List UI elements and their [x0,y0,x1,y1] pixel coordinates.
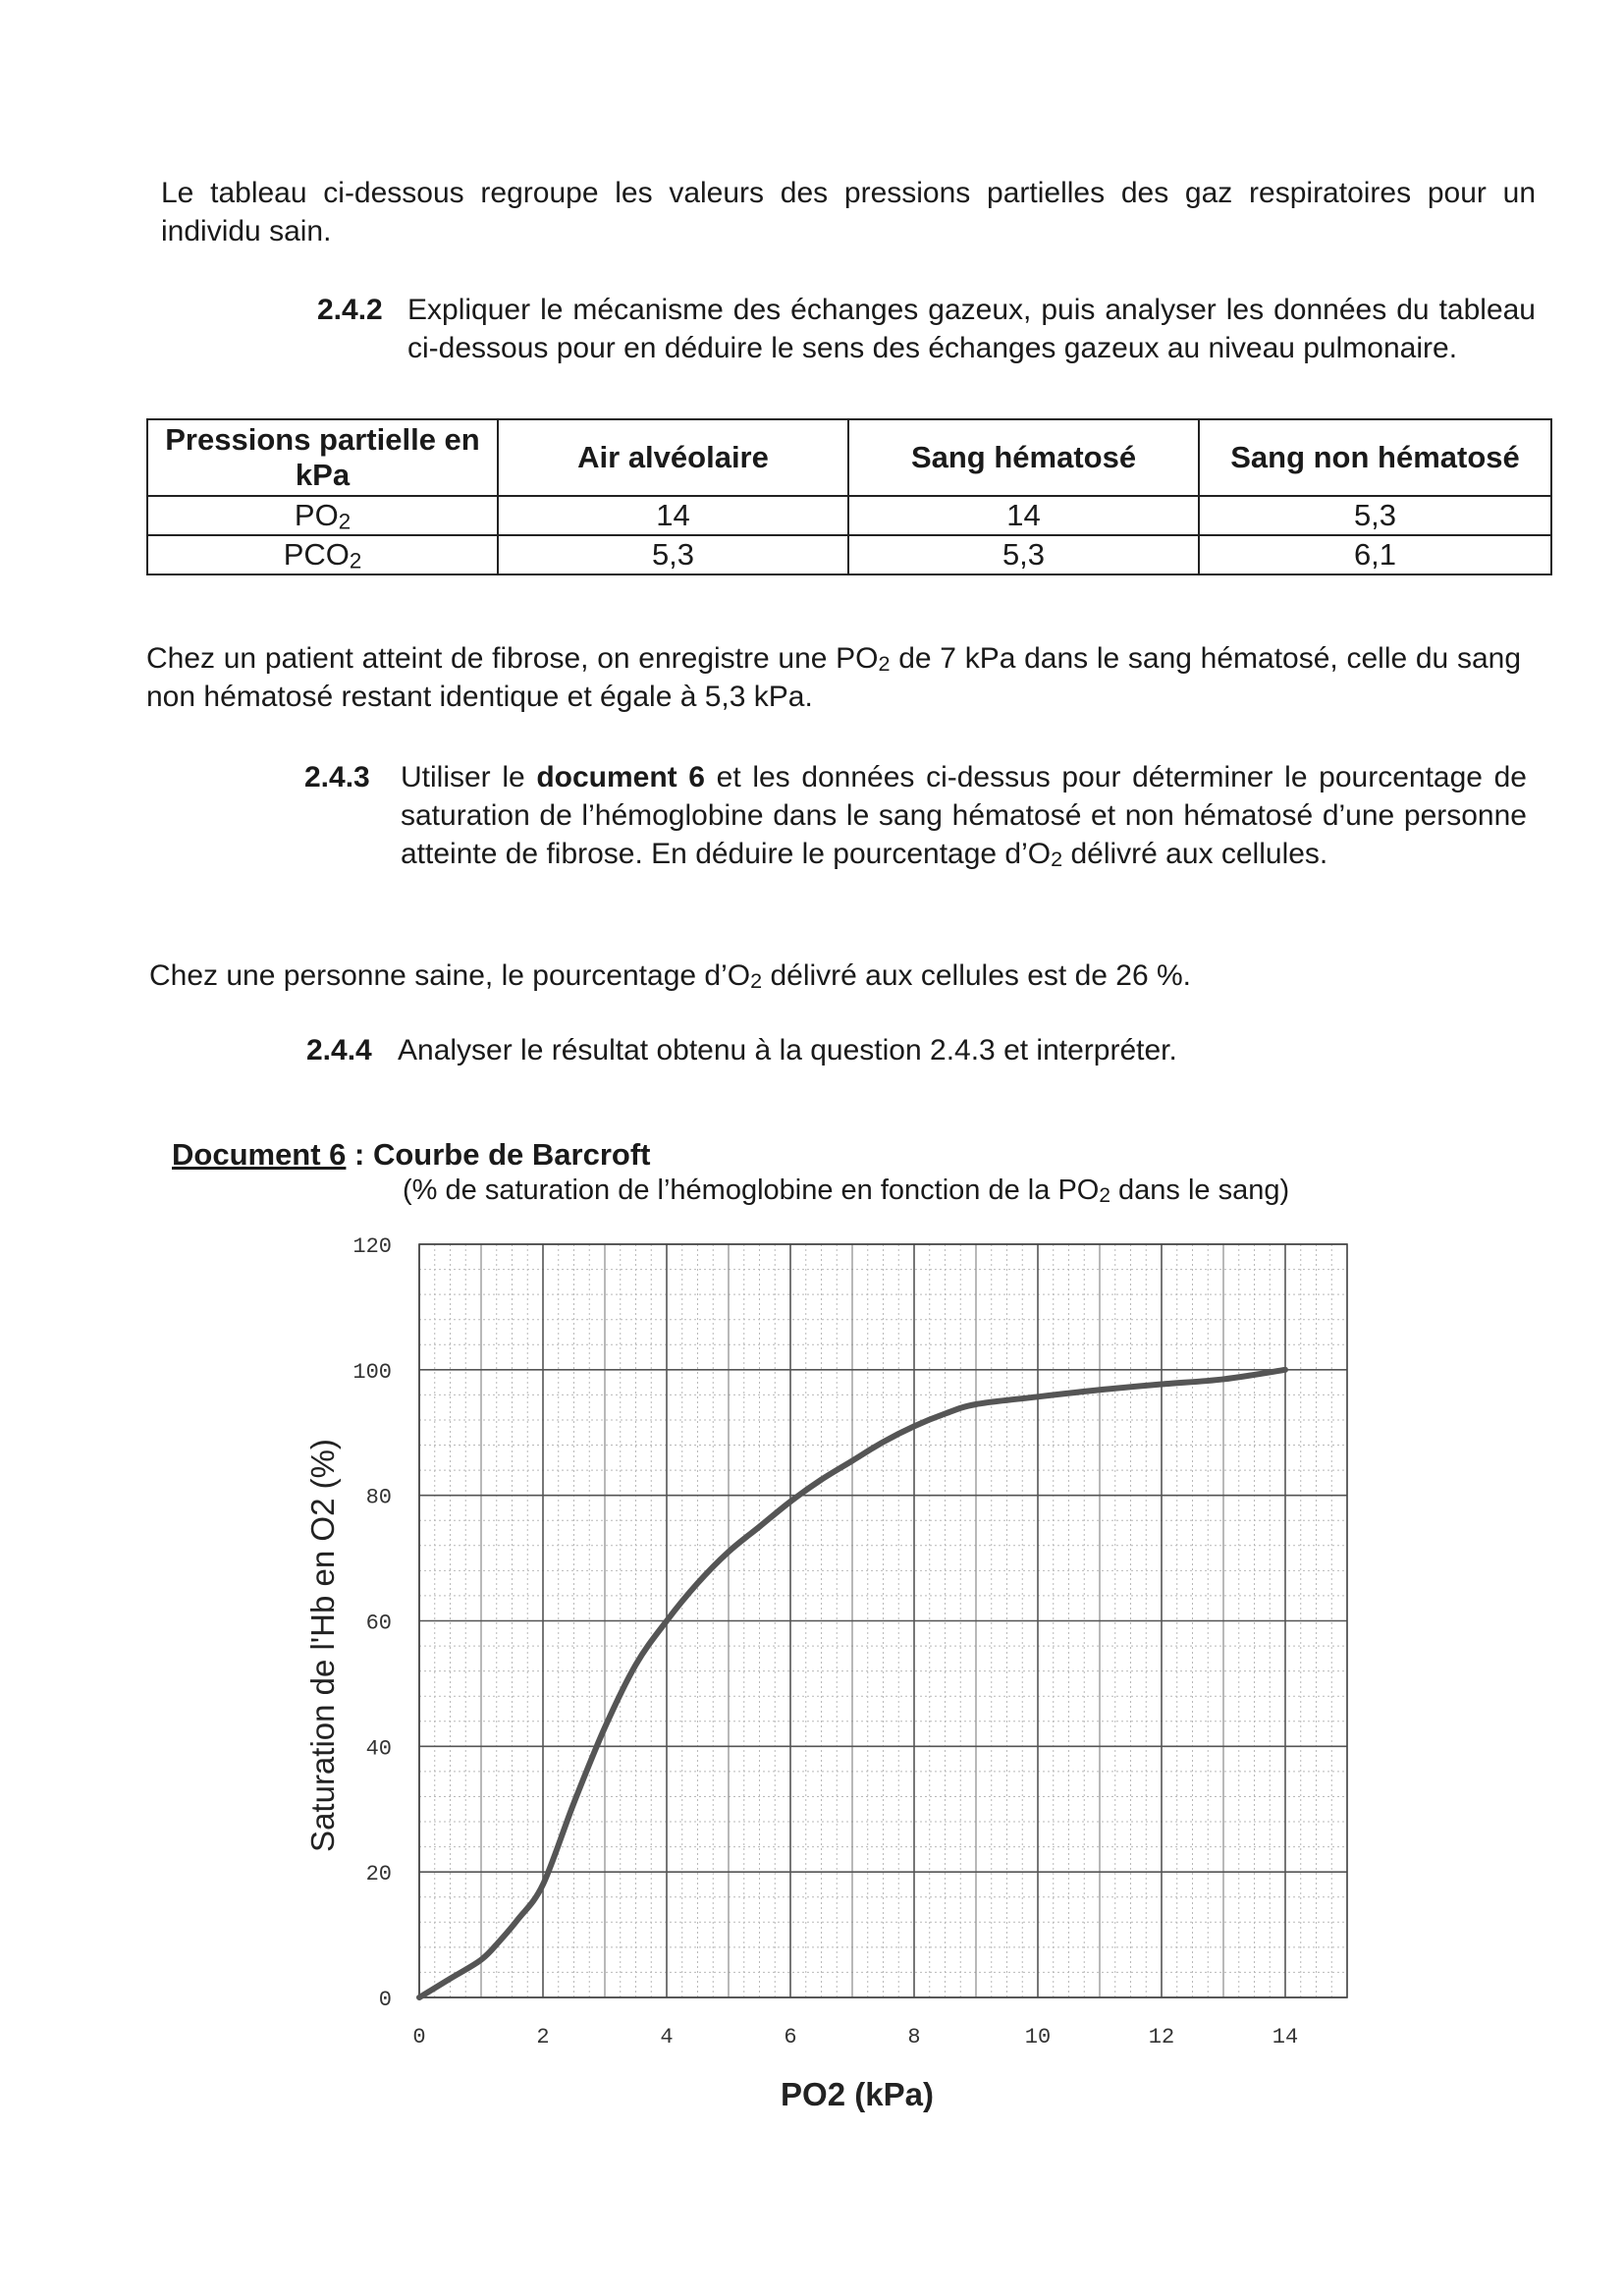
chart-subtitle: (% de saturation de l’hémoglobine en fonction de la $PO_2$ dans le sang) [403,1175,1290,1208]
table-row [147,496,1551,535]
question-2-4-3 [304,758,1527,915]
x-tick-label: 8 [907,2025,921,2050]
chart-axis-labels [304,1439,934,2112]
y-tick-label: 20 [365,1862,392,1887]
chart-title: Courbe de Barcroft [372,1137,651,1172]
row-label: $PO_2$ [147,496,498,535]
document-label: Document 6 [172,1137,347,1172]
chart-grid-major [419,1244,1347,1997]
saine-paragraph: Chez une personne saine, le pourcentage $d’O_2$ délivré aux cellules est de 26 %. [149,959,1192,994]
table-cell: 5,3 [498,535,848,574]
y-tick-label: 80 [365,1485,392,1510]
partial-pressures-table [146,418,1552,575]
row-label: $PCO_2$ [147,535,498,574]
x-tick-label: 4 [660,2025,674,2050]
question-number: 2.4.4 [306,1034,372,1066]
question-2-4-2 [317,291,1536,409]
table-cell: 14 [498,496,848,535]
table-header: Sang hématosé [848,419,1199,496]
table-header-row [147,419,1551,496]
y-tick-label: 40 [365,1736,392,1762]
x-tick-label: 10 [1024,2025,1052,2050]
question-number: 2.4.2 [317,294,383,326]
chart-ticks [352,1234,1298,2050]
table-cell: 5,3 [848,535,1199,574]
y-axis-label: Saturation de l'Hb en O2 (%) [304,1439,341,1852]
y-tick-label: 120 [352,1234,392,1259]
question-text: Expliquer le mécanisme des échanges gazeux, puis analyser les données du tableau ci-dessous pour en déduire le sens des échanges gazeux au niveau pulmonaire. [407,294,1536,364]
table-cell: 6,1 [1199,535,1551,574]
table-header: Air alvéolaire [498,419,848,496]
y-tick-label: 100 [352,1359,392,1385]
x-axis-label: PO2 (kPa) [781,2076,934,2112]
x-tick-label: 12 [1148,2025,1175,2050]
document-title: Document 6 : Courbe de Barcroft [172,1137,651,1172]
intro-paragraph: Le tableau ci-dessous regroupe les valeurs des pressions partielles des gaz respiratoires pour un individu sain. [161,177,1536,247]
chart-grid-minor [419,1244,1347,1997]
question-text: Analyser le résultat obtenu à la question 2.4.3 et interpréter. [398,1034,1177,1066]
table-header: Pressions partielle en kPa [147,419,498,496]
table-row [147,535,1551,574]
x-tick-label: 6 [784,2025,797,2050]
barcroft-curve [419,1370,1285,1997]
x-tick-label: 14 [1272,2025,1299,2050]
y-tick-label: 0 [378,1988,392,2012]
question-number: 2.4.3 [304,761,370,793]
table-header: Sang non hématosé [1199,419,1551,496]
plot-border [419,1244,1347,1997]
question-text: Utiliser le document 6 et les données ci-dessus pour déterminer le pourcentage de saturation de l’hémoglobine dans le sang hématosé et non hématosé d’une personne atteinte de fibrose. En déduire le pourcentage $d’O_2$ délivré aux cellules. [401,761,1527,872]
table-cell: 14 [848,496,1199,535]
fibrose-paragraph: Chez un patient atteint de fibrose, on enregistre une $PO_2$ de 7 kPa dans le sang hématosé, celle du sang non hématosé restant identique et égale à 5,3 kPa. [146,642,1522,713]
x-tick-label: 0 [412,2025,426,2050]
question-2-4-4 [306,1031,1386,1070]
table-cell: 5,3 [1199,496,1551,535]
x-tick-label: 2 [536,2025,550,2050]
y-tick-label: 60 [365,1611,392,1636]
